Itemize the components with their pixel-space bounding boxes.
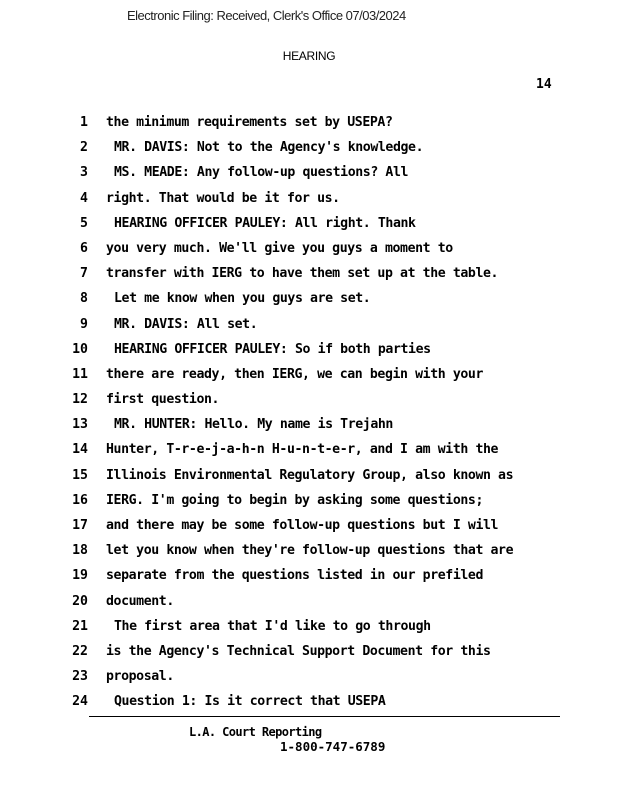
line-text: is the Agency's Technical Support Document for this [106,643,491,659]
transcript-line [0,211,618,236]
transcript-line [0,412,618,437]
line-text: Question 1: Is it correct that USEPA [114,694,386,710]
line-number: 22 [72,643,88,659]
line-number: 1 [80,115,88,130]
line-text: Hunter, T-r-e-j-a-h-n H-u-n-t-e-r, and I am with the [106,442,499,458]
transcript-line [0,337,618,362]
line-number: 17 [72,518,88,533]
transcript-line [0,286,618,311]
transcript-line [0,639,618,664]
footer-phone: 1-800-747-6789 [280,739,386,754]
line-number: 16 [72,492,88,508]
transcript-line [0,135,618,160]
line-text: Let me know when you guys are set. [114,291,371,307]
transcript-line [0,563,618,588]
line-text: MR. HUNTER: Hello. My name is Trejahn [114,417,393,433]
line-text: there are ready, then IERG, we can begin with your [106,366,483,382]
line-number: 12 [72,392,88,408]
line-text: proposal. [106,669,174,685]
line-number: 15 [72,467,88,483]
transcript-line [0,488,618,513]
line-text: the minimum requirements set by USEPA? [106,115,393,130]
line-text: MR. DAVIS: All set. [114,316,258,332]
line-text: HEARING OFFICER PAULEY: All right. Thank [114,215,416,231]
line-number: 11 [72,366,88,382]
transcript-line [0,110,618,135]
line-text: document. [106,593,174,609]
line-text: you very much. We'll give you guys a moment to [106,240,453,256]
transcript-line [0,160,618,185]
transcript-line [0,437,618,462]
line-number: 7 [80,266,88,282]
transcript-line [0,186,618,211]
transcript-line [0,387,618,412]
line-text: Illinois Environmental Regulatory Group, also known as [106,467,514,483]
transcript-line [0,589,618,614]
footer-company: L.A. Court Reporting [189,725,322,739]
line-number: 14 [72,442,88,458]
transcript-line [0,463,618,488]
line-number: 3 [80,165,88,181]
line-text: right. That would be it for us. [106,190,340,206]
line-text: HEARING OFFICER PAULEY: So if both parties [114,341,431,357]
transcript-line [0,614,618,639]
transcript-line [0,664,618,689]
line-text: The first area that I'd like to go through [114,618,431,634]
page-number: 14 [536,77,552,92]
transcript-line [0,538,618,563]
transcript-line [0,261,618,286]
line-number: 6 [80,240,88,256]
line-number: 13 [72,417,88,433]
line-number: 24 [72,694,88,710]
line-text: first question. [106,392,220,408]
line-number: 9 [80,316,88,332]
line-text: transfer with IERG to have them set up at the table. [106,266,499,282]
transcript-line [0,689,618,714]
line-number: 18 [72,543,88,559]
line-text: MR. DAVIS: Not to the Agency's knowledge. [114,140,424,156]
line-number: 23 [72,669,88,685]
page-title: HEARING [282,49,336,63]
transcript-line [0,513,618,538]
line-number: 19 [72,568,88,584]
filing-stamp: Electronic Filing: Received, Clerk's Office 07/03/2024 [127,8,406,23]
transcript-line [0,312,618,337]
line-number: 4 [80,190,88,206]
line-text: MS. MEADE: Any follow-up questions? All [114,165,409,181]
line-number: 21 [72,618,88,634]
transcript-body [0,110,618,715]
line-text: and there may be some follow-up questions but I will [106,518,499,533]
line-number: 20 [72,593,88,609]
line-number: 10 [72,341,88,357]
footer-divider [89,716,560,717]
line-text: separate from the questions listed in our prefiled [106,568,483,584]
line-text: IERG. I'm going to begin by asking some questions; [106,492,483,508]
line-text: let you know when they're follow-up questions that are [106,543,514,559]
line-number: 5 [80,215,88,231]
line-number: 2 [80,140,88,156]
transcript-line [0,362,618,387]
transcript-line [0,236,618,261]
line-number: 8 [80,291,88,307]
